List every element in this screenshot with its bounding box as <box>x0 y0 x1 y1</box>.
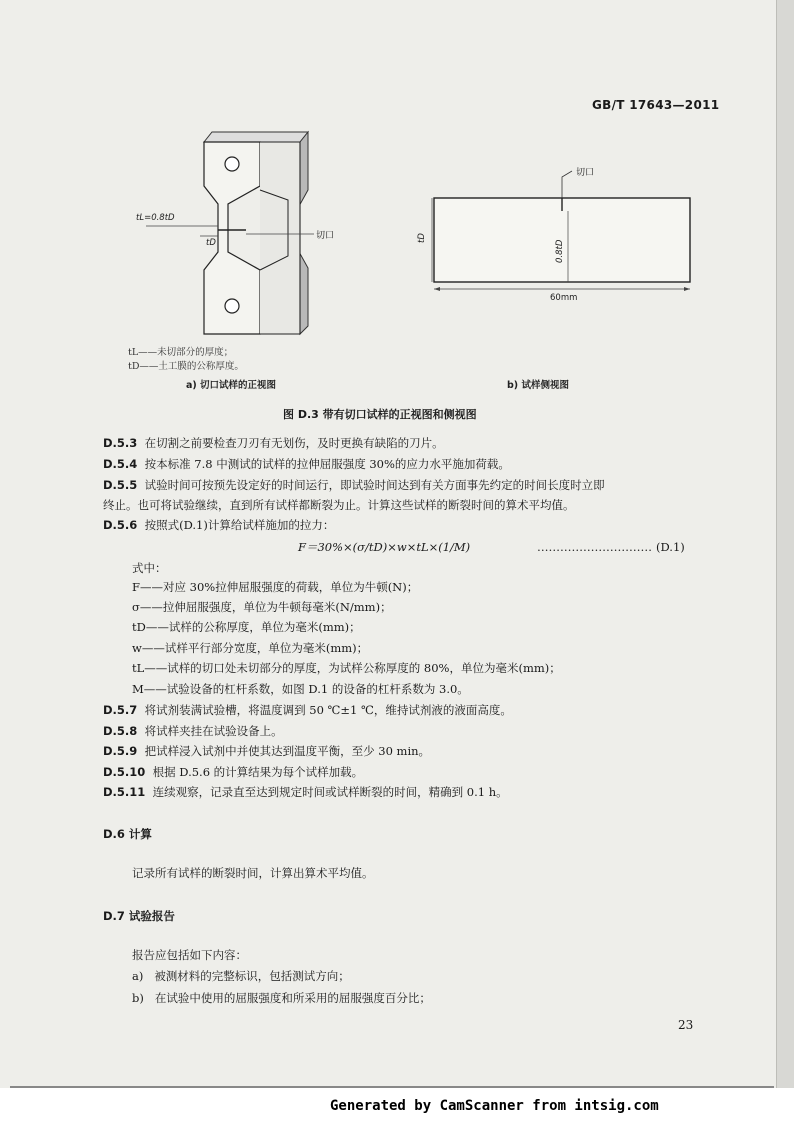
specimen-top-face <box>204 132 308 142</box>
def-tl: tL——试样的切口处未切部分的厚度，为试样公称厚度的 80%，单位为毫米(mm)； <box>132 661 561 675</box>
section-d6-heading: D.6 计算 <box>103 827 152 841</box>
camscanner-watermark: Generated by CamScanner from intsig.com <box>330 1098 659 1114</box>
caption-side-view: b) 试样侧视图 <box>507 380 569 391</box>
standard-code: GB/T 17643—2011 <box>592 98 720 112</box>
formula-expression: F＝30%×(σ/tD)×w×tL×(1/M) <box>298 540 471 554</box>
section-d7-intro: 报告应包括如下内容： <box>132 948 247 962</box>
tl-dimension-label: tL=0.8tD <box>136 213 175 223</box>
step-d53: D.5.3 在切割之前要检查刀刃有无划伤，及时更换有缺陷的刀片。 <box>103 436 444 450</box>
scan-edge <box>776 0 794 1123</box>
def-td: tD——试样的公称厚度，单位为毫米(mm)； <box>132 620 361 634</box>
def-m: M——试验设备的杠杆系数，如图 D.1 的设备的杠杆系数为 3.0。 <box>132 682 469 696</box>
where-label: 式中： <box>132 561 167 575</box>
notch-label: 切口 <box>316 231 335 241</box>
figure-caption: 图 D.3 带有切口试样的正视图和侧视图 <box>283 408 477 421</box>
specimen-side-view <box>410 165 710 307</box>
step-d58: D.5.8 将试样夹挂在试验设备上。 <box>103 724 283 738</box>
caption-front-view: a) 切口试样的正视图 <box>186 380 277 391</box>
step-d54: D.5.4 按本标准 7.8 中测试的试样的拉伸屈服强度 30%的应力水平施加荷载。 <box>103 457 510 471</box>
legend-td: tD——土工膜的公称厚度。 <box>128 361 244 372</box>
legend-tl: tL——未切部分的厚度； <box>128 347 234 358</box>
report-item-a: a) 被测材料的完整标识，包括测试方向； <box>132 969 350 983</box>
specimen-front-view <box>100 130 340 345</box>
upper-hole <box>225 157 239 171</box>
step-d55: D.5.5 试验时间可按预先设定好的时间运行，即试验时间达到有关方面事先约定的时间长度时立即 <box>103 478 605 492</box>
def-sigma: σ——拉伸屈服强度，单位为牛顿每毫米(N/mm)； <box>132 600 392 614</box>
step-d510: D.5.10 根据 D.5.6 的计算结果为每个试样加载。 <box>103 765 364 779</box>
formula-dots: ………………………… <box>537 540 652 554</box>
notch-depth-label: 0.8tD <box>555 239 565 263</box>
def-w: w——试样平行部分宽度，单位为毫米(mm)； <box>132 641 369 655</box>
section-d7-heading: D.7 试验报告 <box>103 909 175 923</box>
td-dimension-label: tD <box>206 238 216 248</box>
step-d56: D.5.6 按照式(D.1)计算给试样施加的拉力： <box>103 518 335 532</box>
step-d59: D.5.9 把试样浸入试剂中并使其达到温度平衡，至少 30 min。 <box>103 744 431 758</box>
lower-hole <box>225 299 239 313</box>
side-notch-label: 切口 <box>576 168 595 178</box>
formula-number: (D.1) <box>656 540 685 554</box>
def-f: F——对应 30%拉伸屈服强度的荷载，单位为牛顿(N)； <box>132 580 419 594</box>
height-label: tD <box>417 233 427 243</box>
report-item-b: b) 在试验中使用的屈服强度和所采用的屈服强度百分比； <box>132 991 431 1005</box>
page-number: 23 <box>678 1018 694 1032</box>
section-d6-text: 记录所有试样的断裂时间，计算出算术平均值。 <box>132 866 374 880</box>
step-d55-continued: 终止。也可将试验继续，直到所有试样都断裂为止。计算这些试样的断裂时间的算术平均值。 <box>103 498 575 512</box>
step-d57: D.5.7 将试剂装满试验槽，将温度调到 50 ℃±1 ℃，维持试剂液的液面高度。 <box>103 703 512 717</box>
step-d511: D.5.11 连续观察，记录直至达到规定时间或试样断裂的时间，精确到 0.1 h。 <box>103 785 508 799</box>
width-label: 60mm <box>550 293 578 303</box>
